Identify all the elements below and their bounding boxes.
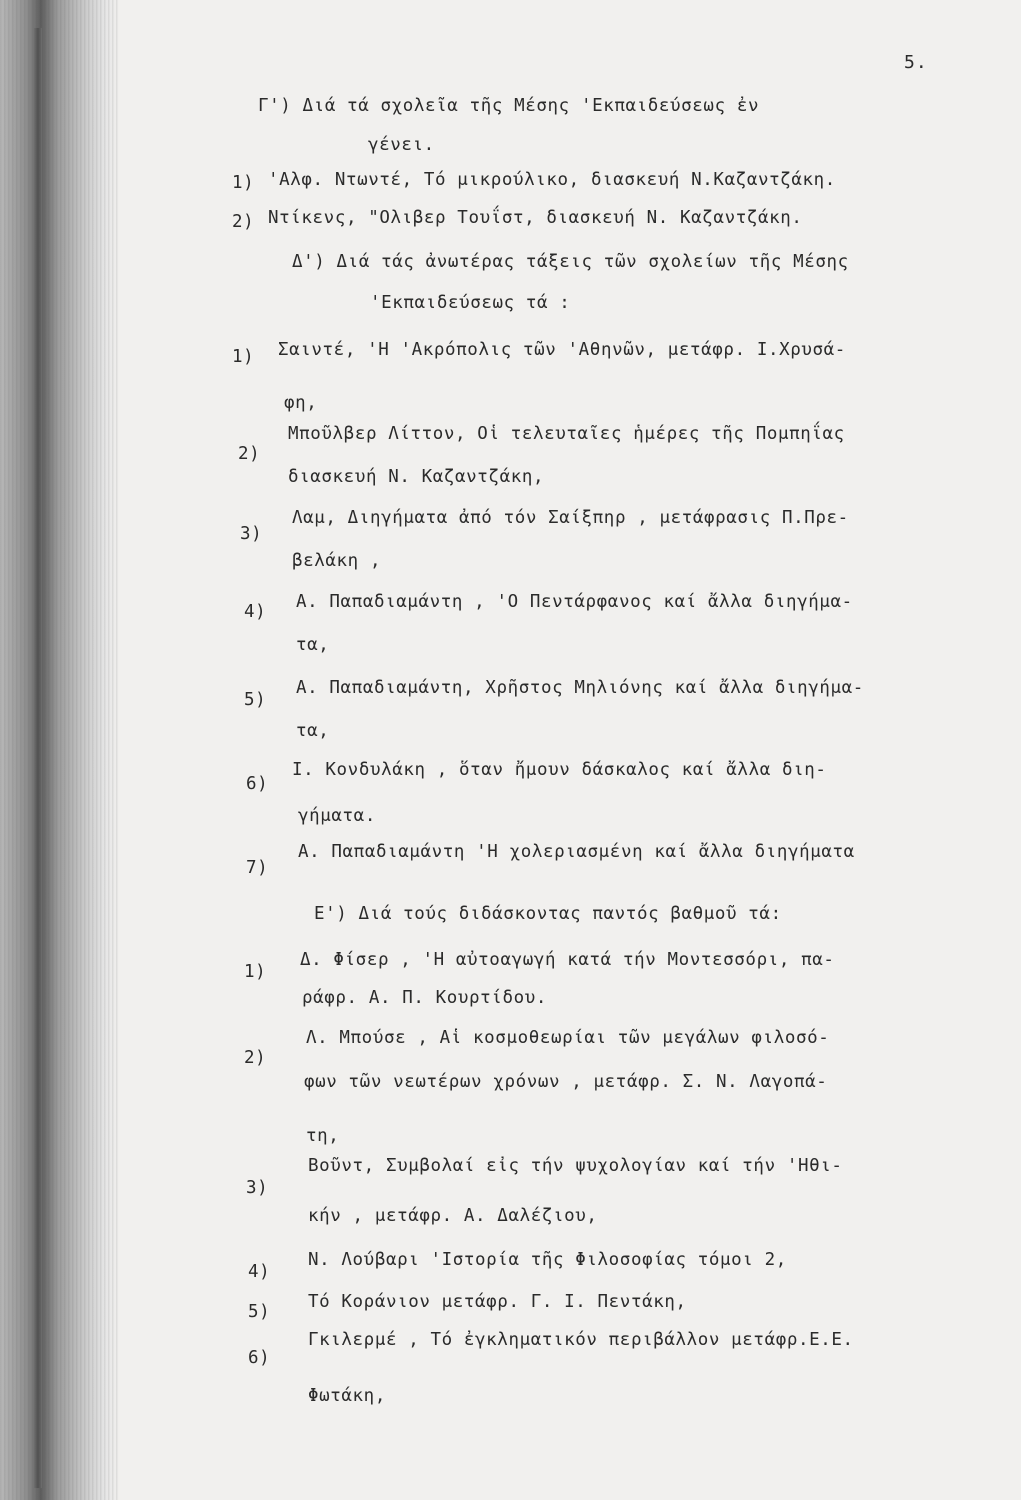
list-item-text: Σαιντέ, 'Η 'Ακρόπολις τῶν 'Αθηνῶν, μετάφρ. Ι.Χρυσά- bbox=[278, 340, 846, 360]
list-item-text: βελάκη , bbox=[292, 551, 382, 571]
section-heading-line: γένει. bbox=[368, 135, 435, 155]
list-item-text: Ν. Λούβαρι 'Ιστορία τῆς Φιλοσοφίας τόμοι 2, bbox=[308, 1250, 787, 1270]
list-item-text: διασκευή Ν. Καζαντζάκη, bbox=[288, 467, 545, 487]
list-item-text: κήν , μετάφρ. Α. Δαλέζιου, bbox=[308, 1206, 598, 1226]
list-item-text: 'Αλφ. Ντωντέ, Τό μικρούλικο, διασκευή Ν.Καζαντζάκη. bbox=[268, 170, 836, 190]
list-item-text: ράφρ. Α. Π. Κουρτίδου. bbox=[302, 988, 547, 1008]
list-item-text: γήματα. bbox=[298, 806, 376, 826]
section-heading-line: Ε') Διά τούς διδάσκοντας παντός βαθμοῦ τά: bbox=[314, 904, 782, 924]
list-item-text: Φωτάκη, bbox=[308, 1386, 386, 1406]
list-item-number: 5) bbox=[248, 1302, 271, 1322]
list-item-number: 4) bbox=[248, 1262, 271, 1282]
list-item-text: Α. Παπαδιαμάντη 'Η χολεριασμένη καί ἄλλα διηγήματα bbox=[298, 842, 855, 862]
list-item-text: Α. Παπαδιαμάντη, Χρῆστος Μηλιόνης καί ἄλλα διηγήμα- bbox=[296, 678, 864, 698]
list-item-text: Α. Παπαδιαμάντη , 'Ο Πεντάρφανος καί ἄλλα διηγήμα- bbox=[296, 592, 853, 612]
list-item-text: τη, bbox=[306, 1126, 340, 1146]
list-item-text: Μποῦλβερ Λίττον, Οἱ τελευταῖες ἡμέρες τῆς Πομπηΐας bbox=[288, 424, 845, 444]
list-item-number: 3) bbox=[246, 1178, 269, 1198]
list-item-text: Ι. Κονδυλάκη , ὅταν ἤμουν δάσκαλος καί ἄλλα διη- bbox=[292, 760, 827, 780]
section-heading-line: Δ') Διά τάς ἀνωτέρας τάξεις τῶν σχολείων τῆς Μέσης bbox=[292, 252, 849, 272]
list-item-number: 2) bbox=[244, 1048, 267, 1068]
list-item-number: 5) bbox=[244, 690, 267, 710]
list-item-number: 2) bbox=[238, 444, 261, 464]
list-item-text: Ντίκενς, "Ολιβερ Τουΐστ, διασκευή Ν. Καζαντζάκη. bbox=[268, 208, 803, 228]
list-item-number: 4) bbox=[244, 602, 267, 622]
binding-edge bbox=[34, 28, 42, 1488]
section-heading-line: 'Εκπαιδεύσεως τά : bbox=[370, 293, 571, 313]
list-item-text: Δ. Φίσερ , 'Η αὐτοαγωγή κατά τήν Μοντεσσόρι, πα- bbox=[300, 950, 835, 970]
list-item-number: 6) bbox=[248, 1348, 271, 1368]
list-item-number: 3) bbox=[240, 524, 263, 544]
page-binding-shadow bbox=[0, 0, 120, 1500]
list-item-number: 2) bbox=[232, 212, 255, 232]
list-item-number: 7) bbox=[246, 858, 269, 878]
list-item-text: Βοῦντ, Συμβολαί εἰς τήν ψυχολογίαν καί τήν 'Ηθι- bbox=[308, 1156, 843, 1176]
list-item-text: τα, bbox=[296, 635, 330, 655]
list-item-text: τα, bbox=[296, 721, 330, 741]
list-item-text: Τό Κοράνιον μετάφρ. Γ. Ι. Πεντάκη, bbox=[308, 1292, 687, 1312]
list-item-text: Λ. Μπούσε , Αἱ κοσμοθεωρίαι τῶν μεγάλων φιλοσό- bbox=[306, 1028, 830, 1048]
list-item-text: Γκιλερμέ , Τό ἐγκληματικόν περιβάλλον μετάφρ.Ε.Ε. bbox=[308, 1330, 854, 1350]
list-item-number: 1) bbox=[232, 347, 255, 367]
page-number: 5. bbox=[904, 52, 928, 73]
list-item-text: Λαμ, Διηγήματα ἀπό τόν Σαίξπηρ , μετάφρασις Π.Πρε- bbox=[292, 508, 849, 528]
list-item-number: 1) bbox=[232, 173, 255, 193]
list-item-number: 1) bbox=[244, 962, 267, 982]
list-item-text: φη, bbox=[284, 393, 318, 413]
list-item-text: φων τῶν νεωτέρων χρόνων , μετάφρ. Σ. Ν. Λαγοπά- bbox=[304, 1072, 828, 1092]
section-heading-line: Γ') Διά τά σχολεῖα τῆς Μέσης 'Εκπαιδεύσεως ἐν bbox=[258, 96, 760, 116]
list-item-number: 6) bbox=[246, 774, 269, 794]
